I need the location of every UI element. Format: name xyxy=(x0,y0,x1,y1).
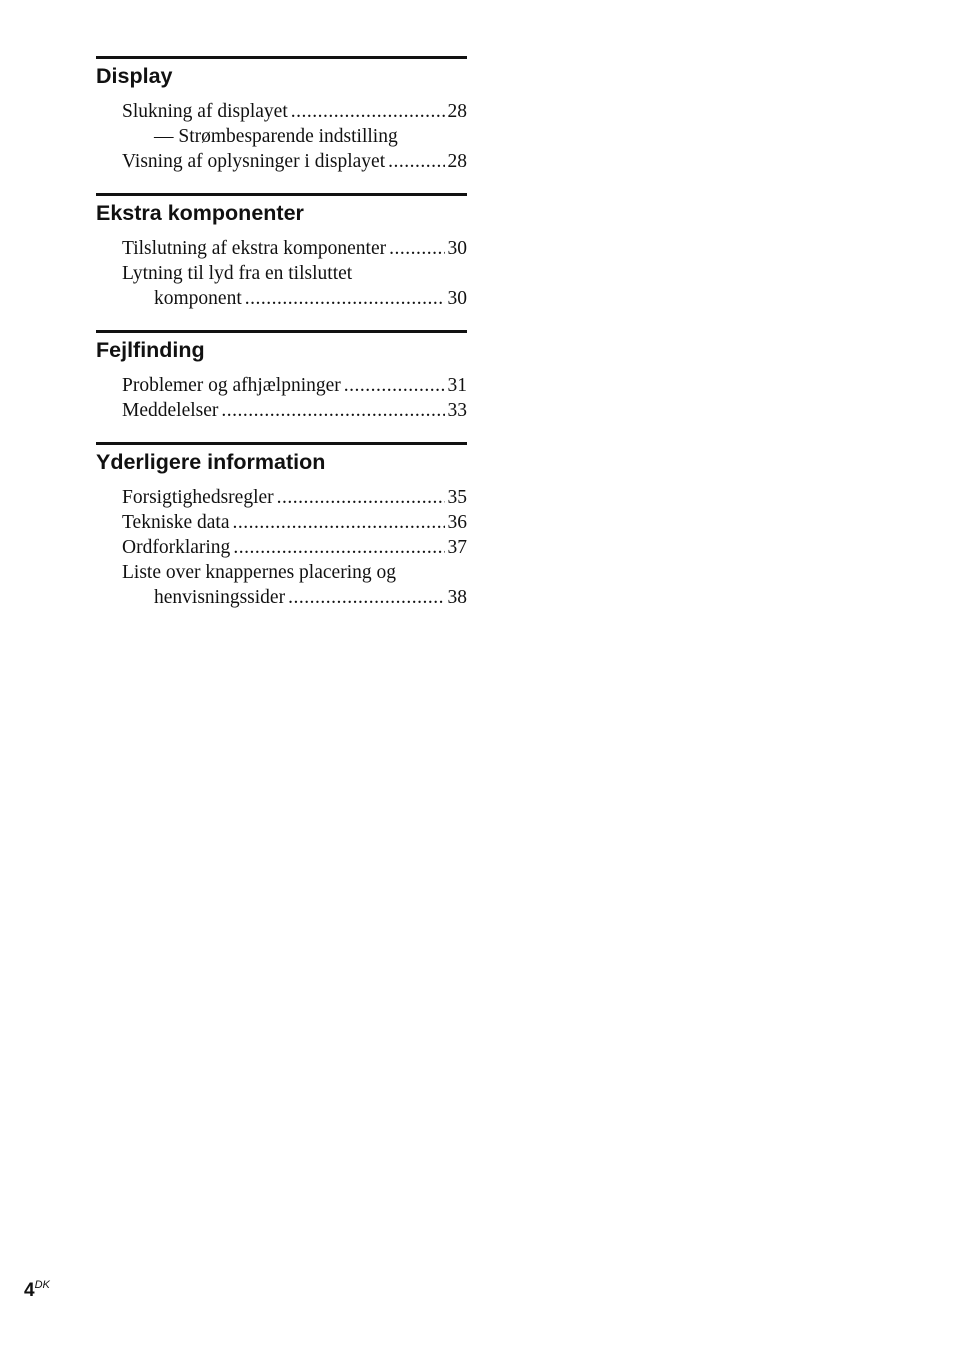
section-title: Fejlfinding xyxy=(96,338,205,362)
toc-entry-label-line1[interactable]: Lytning til lyd fra en tilsluttet xyxy=(122,263,353,284)
toc-entry-label: Tilslutning af ekstra komponenter xyxy=(122,238,387,259)
section-title: Ekstra komponenter xyxy=(96,201,304,225)
toc-section-fejlfinding xyxy=(96,330,467,423)
dot-leader xyxy=(245,286,445,311)
dot-leader xyxy=(288,585,444,610)
dot-leader xyxy=(233,535,444,560)
toc-entry-page: 37 xyxy=(447,537,467,558)
toc-entry-label: Problemer og afhjælpninger xyxy=(122,375,341,396)
dot-leader xyxy=(291,99,445,124)
toc-section-display xyxy=(96,56,467,174)
toc-entry-page: 33 xyxy=(447,400,467,421)
toc-entry[interactable] xyxy=(96,585,467,610)
toc-entry-page: 35 xyxy=(447,487,467,508)
toc-entry-page: 38 xyxy=(447,587,467,608)
section-title: Yderligere information xyxy=(96,450,326,474)
toc-entry[interactable] xyxy=(96,485,467,510)
toc-section-ekstra-komponenter xyxy=(96,193,467,311)
toc-entry-label: Slukning af displayet xyxy=(122,101,288,122)
toc-entry-page: 30 xyxy=(447,238,467,259)
toc-entry[interactable] xyxy=(96,535,467,560)
page-footer xyxy=(24,1279,50,1302)
toc-entry-label: Meddelelser xyxy=(122,400,219,421)
toc-entry-label: Visning af oplysninger i displayet xyxy=(122,151,386,172)
toc-entry[interactable] xyxy=(96,398,467,423)
toc-entry-page: 30 xyxy=(447,288,467,309)
toc-section-yderligere-information xyxy=(96,442,467,610)
dot-leader xyxy=(389,236,444,261)
toc-entry-page: 28 xyxy=(447,151,467,172)
toc-entry[interactable] xyxy=(96,99,467,124)
toc-entry-label: henvisningssider xyxy=(154,587,286,608)
toc-entry[interactable] xyxy=(96,149,467,174)
language-code: DK xyxy=(34,1279,50,1291)
toc-entry-page: 31 xyxy=(447,375,467,396)
toc-entry[interactable] xyxy=(96,510,467,535)
toc-entry-label: Tekniske data xyxy=(122,512,230,533)
dot-leader xyxy=(221,398,444,423)
section-title: Display xyxy=(96,64,173,88)
dot-leader xyxy=(232,510,444,535)
dot-leader xyxy=(388,149,444,174)
dot-leader xyxy=(344,373,445,398)
toc-entry-label: komponent xyxy=(154,288,242,309)
page-number: 4 xyxy=(24,1280,35,1301)
toc-entry-label-line1[interactable]: Liste over knappernes placering og xyxy=(122,562,396,583)
toc-entry-page: 36 xyxy=(447,512,467,533)
toc-entry[interactable] xyxy=(96,373,467,398)
dot-leader xyxy=(277,485,445,510)
toc-entry-subline: — Strømbesparende indstilling xyxy=(154,126,398,147)
table-of-contents xyxy=(96,56,467,629)
toc-entry[interactable] xyxy=(96,236,467,261)
toc-entry-label: Forsigtighedsregler xyxy=(122,487,274,508)
toc-entry-page: 28 xyxy=(447,101,467,122)
toc-entry[interactable] xyxy=(96,286,467,311)
toc-entry-label: Ordforklaring xyxy=(122,537,231,558)
